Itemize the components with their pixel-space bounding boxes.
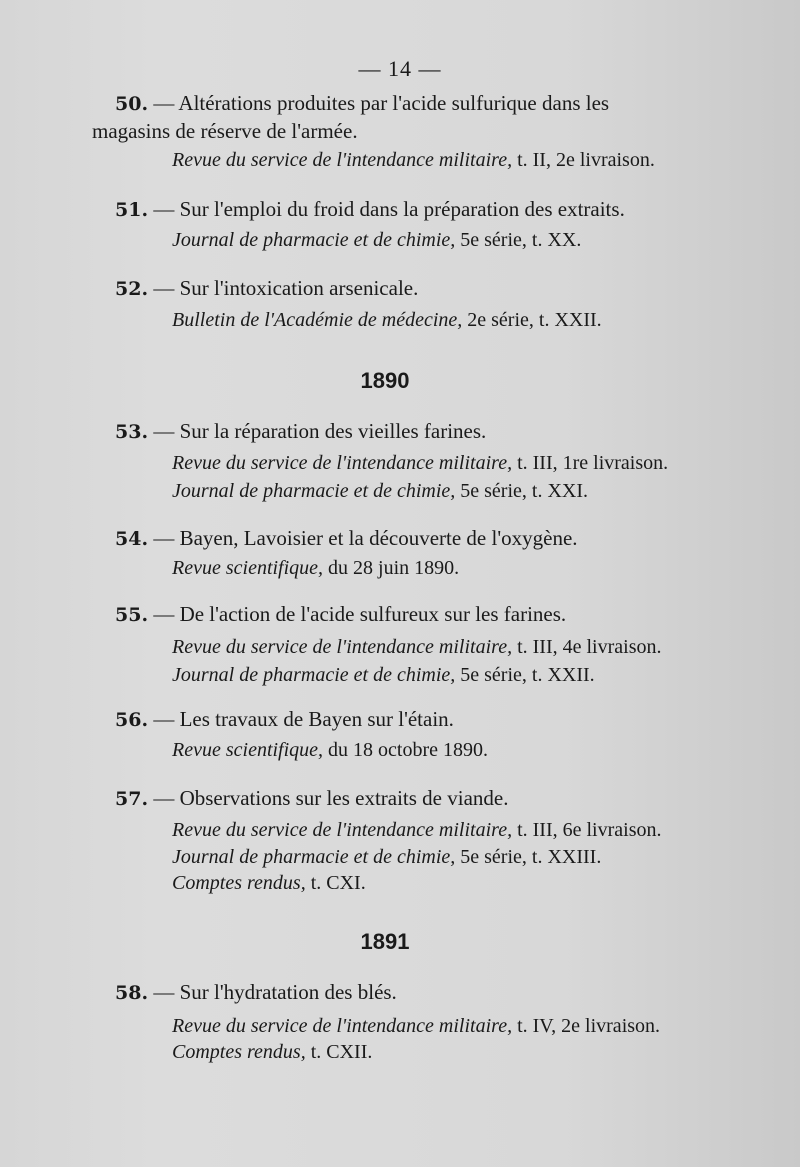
entry-number: 51. xyxy=(115,199,149,221)
ref-detail: t. III, 1re livraison. xyxy=(512,452,669,474)
entry-50-title-cont: magasins de réserve de l'armée. xyxy=(92,119,358,143)
ref-detail: du 28 juin 1890. xyxy=(323,557,460,579)
entry-title: — Bayen, Lavoisier et la découverte de l'oxygène. xyxy=(153,526,578,550)
ref-detail: 5e série, t. XXI. xyxy=(455,480,588,502)
entry-58-ref-1 xyxy=(172,1015,660,1038)
entry-53-ref-2 xyxy=(172,480,588,503)
entry-title: — Sur la réparation des vieilles farines. xyxy=(153,419,487,443)
entry-54-ref-1 xyxy=(172,557,459,580)
entry-53-ref-1 xyxy=(172,452,668,475)
entry-51-ref-1 xyxy=(172,229,581,252)
entry-50-ref-1 xyxy=(172,149,655,172)
entry-number: 57. xyxy=(115,788,149,810)
ref-detail: du 18 octobre 1890. xyxy=(323,739,489,761)
entry-number: 52. xyxy=(115,278,149,300)
entry-56-title xyxy=(115,707,676,732)
entry-57-ref-2 xyxy=(172,846,601,869)
year-heading-1891: 1891 xyxy=(360,929,410,954)
entry-53-title xyxy=(115,419,676,444)
entry-number: 50. xyxy=(115,93,149,115)
entry-title: — Les travaux de Bayen sur l'étain. xyxy=(153,707,454,731)
entry-number: 54. xyxy=(115,528,149,550)
entry-title: — Sur l'hydratation des blés. xyxy=(153,980,397,1004)
entry-title: — Altérations produites par l'acide sulfurique dans les xyxy=(153,91,610,115)
entry-52-title xyxy=(115,276,676,301)
ref-detail: t. IV, 2e livraison. xyxy=(512,1015,661,1037)
ref-source: Revue scientifique, xyxy=(172,557,324,579)
entry-number: 55. xyxy=(115,604,149,626)
entry-title: — De l'action de l'acide sulfureux sur les farines. xyxy=(153,602,567,626)
entry-51-title xyxy=(115,197,676,222)
year-heading-1890: 1890 xyxy=(360,368,410,393)
entry-52-ref-1 xyxy=(172,309,602,332)
ref-source: Revue du service de l'intendance militaire, xyxy=(172,1015,513,1037)
entry-title: — Sur l'intoxication arsenicale. xyxy=(153,276,419,300)
ref-source: Revue du service de l'intendance militaire, xyxy=(172,452,513,474)
ref-detail: t. III, 4e livraison. xyxy=(512,636,662,658)
ref-source: Comptes rendus, xyxy=(172,872,306,894)
entry-number: 58. xyxy=(115,982,149,1004)
ref-source: Journal de pharmacie et de chimie, xyxy=(172,229,456,251)
entry-number: 53. xyxy=(115,421,149,443)
ref-detail: 5e série, t. XXII. xyxy=(455,664,595,686)
ref-source: Bulletin de l'Académie de médecine, xyxy=(172,309,463,331)
ref-source: Journal de pharmacie et de chimie, xyxy=(172,664,456,686)
page-number: — 14 — xyxy=(358,56,442,81)
ref-source: Revue scientifique, xyxy=(172,739,324,761)
entry-57-title xyxy=(115,786,676,811)
entry-57-ref-3 xyxy=(172,872,366,895)
entry-55-ref-1 xyxy=(172,636,661,659)
ref-source: Revue du service de l'intendance militaire, xyxy=(172,636,513,658)
entry-55-ref-2 xyxy=(172,664,595,687)
entry-57-ref-1 xyxy=(172,819,661,842)
ref-detail: t. II, 2e livraison. xyxy=(512,149,655,171)
ref-source: Journal de pharmacie et de chimie, xyxy=(172,480,456,502)
ref-source: Revue du service de l'intendance militaire, xyxy=(172,149,513,171)
entry-number: 56. xyxy=(115,709,149,731)
entry-54-title xyxy=(115,526,676,551)
entry-58-ref-2 xyxy=(172,1041,372,1064)
ref-detail: t. CXI. xyxy=(305,872,366,894)
entry-58-title xyxy=(115,980,676,1005)
entry-56-ref-1 xyxy=(172,739,488,762)
ref-detail: 5e série, t. XXIII. xyxy=(455,846,602,868)
entry-title: — Observations sur les extraits de viande. xyxy=(153,786,509,810)
ref-source: Journal de pharmacie et de chimie, xyxy=(172,846,456,868)
entry-title: — Sur l'emploi du froid dans la préparation des extraits. xyxy=(153,197,625,221)
entry-55-title xyxy=(115,602,676,627)
ref-source: Comptes rendus, xyxy=(172,1041,306,1063)
entry-50-title xyxy=(115,91,676,116)
ref-source: Revue du service de l'intendance militaire, xyxy=(172,819,513,841)
ref-detail: t. CXII. xyxy=(305,1041,373,1063)
ref-detail: 2e série, t. XXII. xyxy=(462,309,602,331)
ref-detail: 5e série, t. XX. xyxy=(455,229,582,251)
ref-detail: t. III, 6e livraison. xyxy=(512,819,662,841)
